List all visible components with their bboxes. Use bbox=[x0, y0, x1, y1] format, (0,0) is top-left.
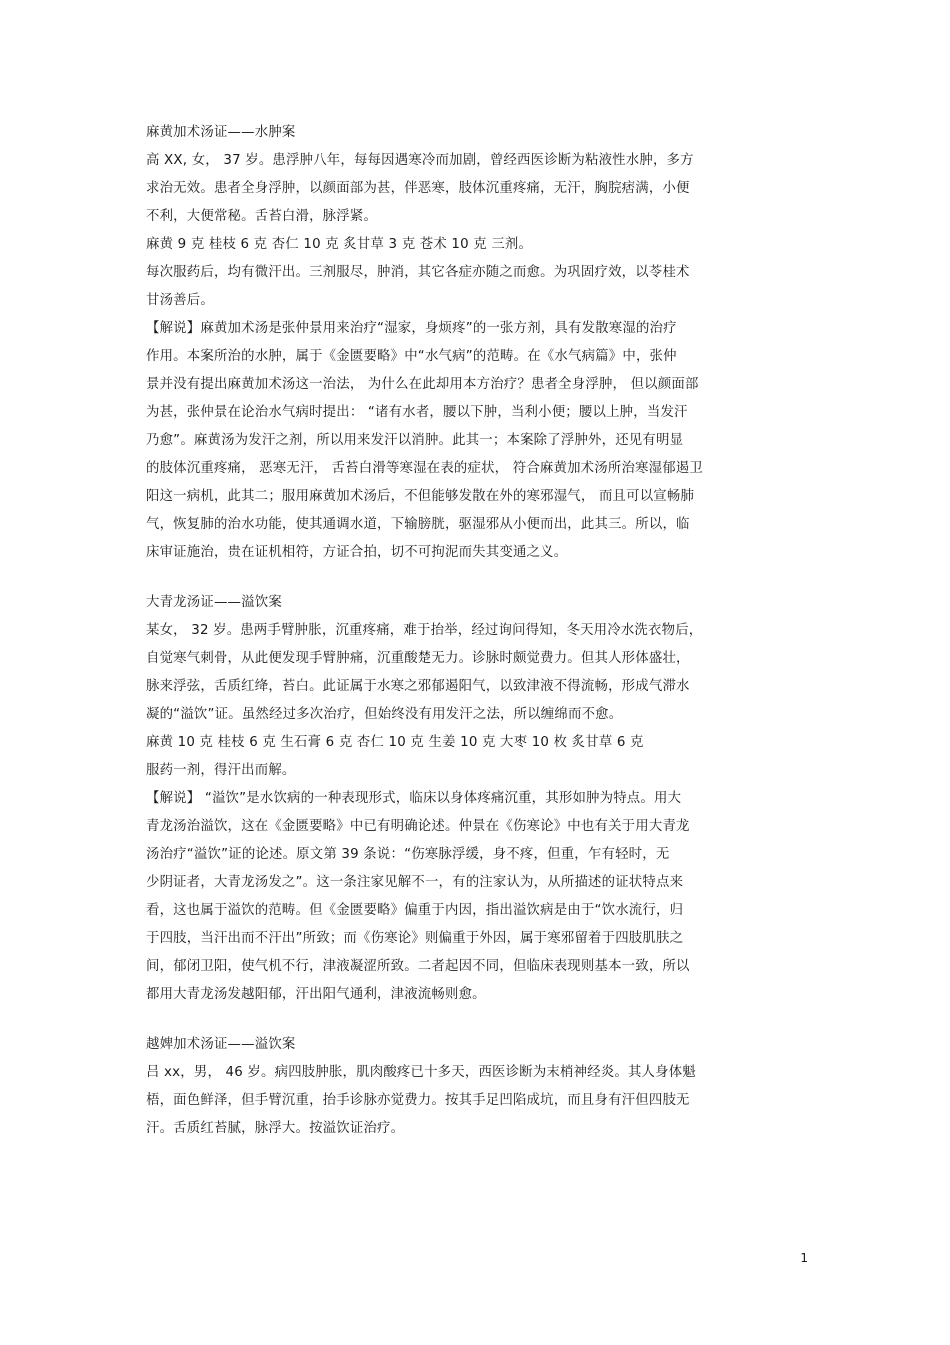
case-text-line: 某女， 32 岁。患两手臂肿胀，沉重疼痛，难于抬举，经过询问得知，冬天用冷水洗衣物后， bbox=[146, 623, 703, 638]
case-text-line: 脉来浮弦，舌质红绛，苔白。此证属于水寒之邪郁遏阳气，以致津液不得流畅，形成气滞水 bbox=[146, 679, 690, 694]
commentary-line: 少阴证者，大青龙汤发之”。这一条注家见解不一，有的注家认为，从所描述的证状特点来 bbox=[146, 875, 684, 890]
section-heading: 麻黄加术汤证——水肿案 bbox=[146, 125, 296, 140]
commentary-line: 为甚，张仲景在论治水气病时提出： “诸有水者，腰以下肿，当利小便；腰以上肿，当发汗 bbox=[146, 405, 688, 420]
document-body bbox=[146, 119, 816, 1143]
case-text-line: 自觉寒气刺骨，从此便发现手臂肿痛，沉重酸楚无力。诊脉时颇觉费力。但其人形体盛壮， bbox=[146, 651, 690, 666]
case-text-line: 高 XX, 女， 37 岁。患浮肿八年，每每因遇寒冷而加剧，曾经西医诊断为粘液性水肿，多方 bbox=[146, 153, 694, 168]
page-number: 1 bbox=[800, 1251, 808, 1265]
case-text-line: 梧，面色鲜泽，但手臂沉重，抬手诊脉亦觉费力。按其手足凹陷成坑，而且身有汗但四肢无 bbox=[146, 1093, 690, 1108]
case-text-line: 不利，大便常秘。舌苔白滑，脉浮紧。 bbox=[146, 209, 378, 224]
commentary-line: 间，郁闭卫阳，使气机不行，津液凝涩所致。二者起因不同，但临床表现则基本一致，所以 bbox=[146, 959, 690, 974]
section-yuebi-jiazhu bbox=[146, 1031, 816, 1143]
commentary-line: 作用。本案所治的水肿，属于《金匮要略》中“水气病”的范畴。在《水气病篇》中，张仲 bbox=[146, 349, 677, 364]
case-text-line: 服药一剂，得汗出而解。 bbox=[146, 763, 296, 778]
commentary-line: 床审证施治，贵在证机相符，方证合拍，切不可拘泥而失其变通之义。 bbox=[146, 545, 568, 560]
case-text-line: 汗。舌质红苔腻，脉浮大。按溢饮证治疗。 bbox=[146, 1121, 405, 1136]
case-text-line: 吕 xx，男， 46 岁。病四肢肿胀，肌肉酸疼已十多天，西医诊断为末梢神经炎。其人身体魁 bbox=[146, 1065, 696, 1080]
commentary-line: 于四肢，当汗出而不汗出”所致；而《伤寒论》则偏重于外因，属于寒邪留着于四肢肌肤之 bbox=[146, 931, 684, 946]
case-text-line: 甘汤善后。 bbox=[146, 293, 214, 308]
section-spacer bbox=[146, 1009, 816, 1031]
section-heading: 大青龙汤证——溢饮案 bbox=[146, 595, 282, 610]
section-da-qinglong bbox=[146, 589, 816, 1009]
prescription-line: 麻黄 9 克 桂枝 6 克 杏仁 10 克 炙甘草 3 克 苍术 10 克 三剂。 bbox=[146, 237, 533, 252]
commentary-line: 阳这一病机，此其二；服用麻黄加术汤后，不但能够发散在外的寒邪湿气， 而且可以宣畅肺 bbox=[146, 489, 695, 504]
commentary-line: 都用大青龙汤发越阳郁，汗出阳气通利，津液流畅则愈。 bbox=[146, 987, 486, 1002]
prescription-line: 麻黄 10 克 桂枝 6 克 生石膏 6 克 杏仁 10 克 生姜 10 克 大枣 10 枚 炙甘草 6 克 bbox=[146, 735, 644, 750]
commentary-line: 【解说】 “溢饮”是水饮病的一种表现形式，临床以身体疼痛沉重，其形如肿为特点。用大 bbox=[146, 791, 682, 806]
section-mahuang-jiazhu bbox=[146, 119, 816, 567]
commentary-line: 乃愈”。麻黄汤为发汗之剂，所以用来发汗以消肿。此其一；本案除了浮肿外，还见有明显 bbox=[146, 433, 684, 448]
section-spacer bbox=[146, 567, 816, 589]
section-heading: 越婢加术汤证——溢饮案 bbox=[146, 1037, 296, 1052]
commentary-line: 汤治疗“溢饮”证的论述。原文第 39 条说：“伤寒脉浮缓，身不疼，但重，乍有轻时，无 bbox=[146, 847, 670, 862]
commentary-line: 气，恢复肺的治水功能，使其通调水道，下输膀胱，驱湿邪从小便而出，此其三。所以，临 bbox=[146, 517, 690, 532]
case-text-line: 凝的“溢饮”证。虽然经过多次治疗，但始终没有用发汗之法，所以缠绵而不愈。 bbox=[146, 707, 623, 722]
commentary-line: 看，这也属于溢饮的范畴。但《金匮要略》偏重于内因，指出溢饮病是由于“饮水流行，归 bbox=[146, 903, 684, 918]
case-text-line: 求治无效。患者全身浮肿，以颜面部为甚，伴恶寒，肢体沉重疼痛，无汗，胸脘痞满，小便 bbox=[146, 181, 690, 196]
commentary-line: 的肢体沉重疼痛， 恶寒无汗， 舌苔白滑等寒湿在表的症状， 符合麻黄加术汤所治寒湿郁遏卫 bbox=[146, 461, 703, 476]
commentary-line: 青龙汤治溢饮，这在《金匮要略》中已有明确论述。仲景在《伤寒论》中也有关于用大青龙 bbox=[146, 819, 690, 834]
case-text-line: 每次服药后，均有微汗出。三剂服尽，肿消，其它各症亦随之而愈。为巩固疗效，以苓桂术 bbox=[146, 265, 690, 280]
commentary-line: 【解说】麻黄加术汤是张仲景用来治疗“湿家，身烦疼”的一张方剂，具有发散寒湿的治疗 bbox=[146, 321, 677, 336]
commentary-line: 景并没有提出麻黄加术汤这一治法， 为什么在此却用本方治疗？患者全身浮肿， 但以颜面部 bbox=[146, 377, 699, 392]
